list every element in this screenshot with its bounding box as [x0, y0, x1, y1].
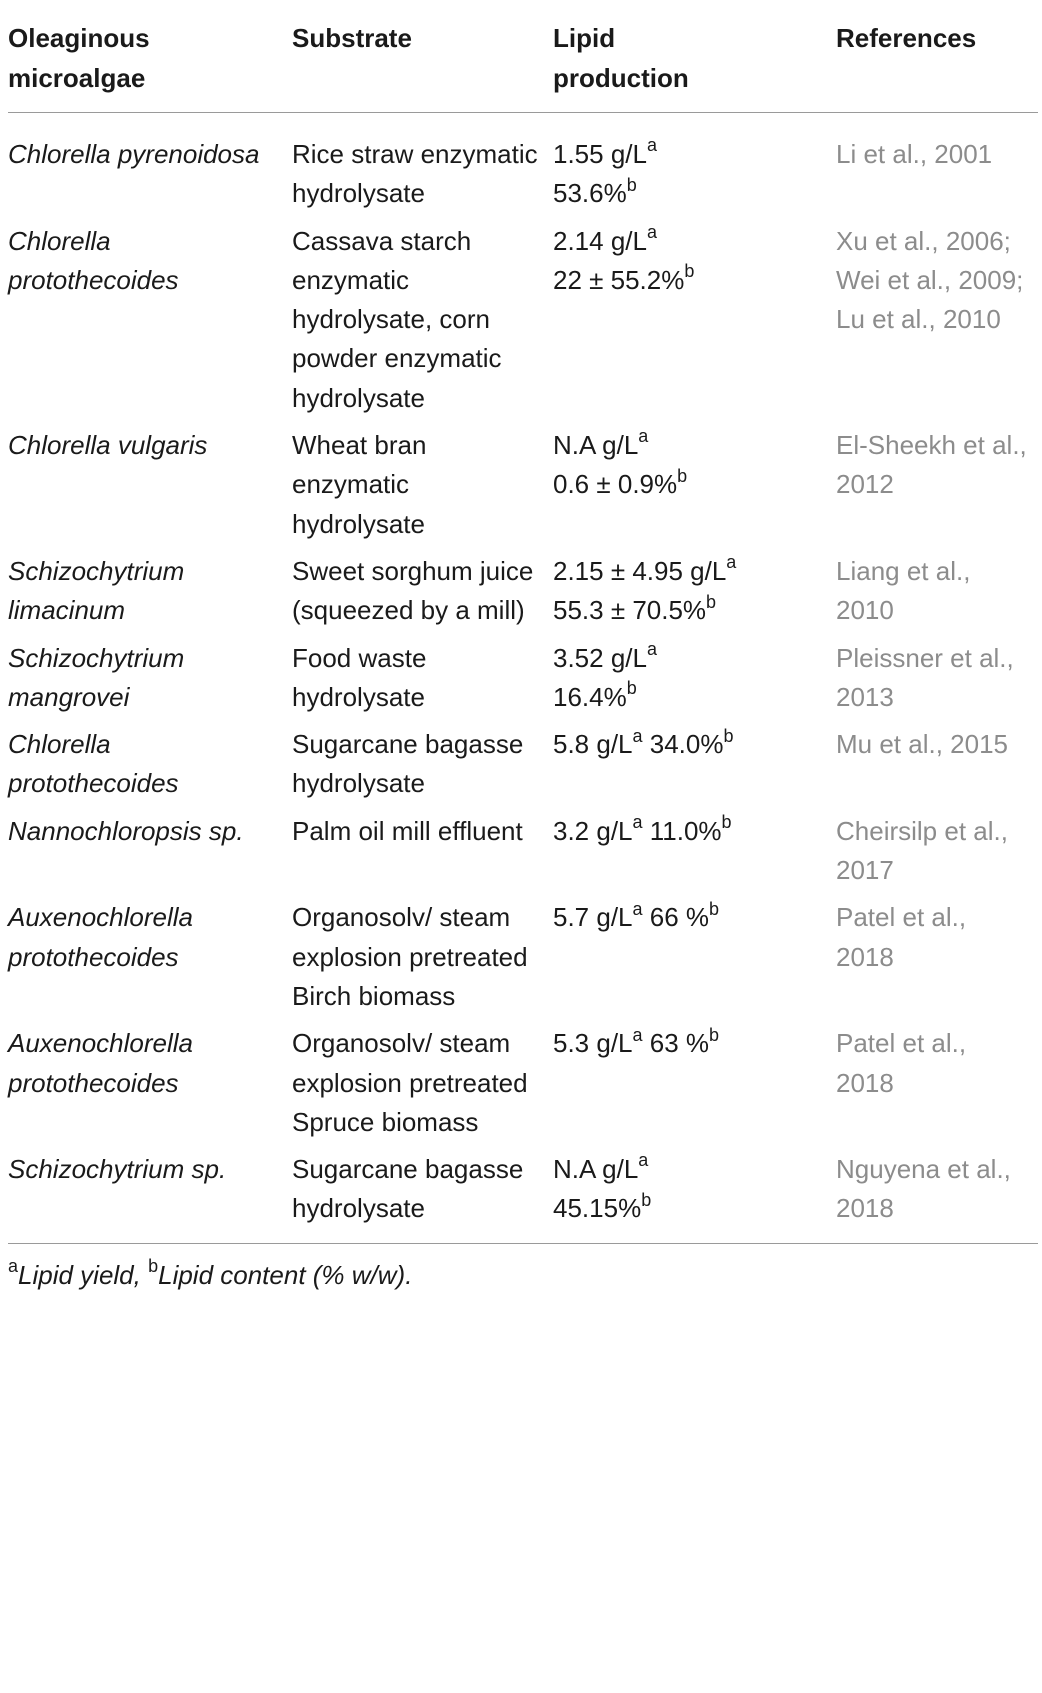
- lipid-value: 55.3 ± 70.5%: [553, 595, 707, 626]
- lipid-value: 53.6%: [553, 178, 627, 209]
- table-body: [8, 113, 1038, 1244]
- cell-substrate: Wheat bran enzymatic hydrolysate: [292, 430, 427, 539]
- lipid-line: [553, 135, 826, 174]
- lipid-footnote-marker: b: [626, 678, 637, 699]
- table-row: [8, 1024, 1038, 1150]
- table-footnote: [8, 1258, 1042, 1292]
- cell-lipid-production: [553, 222, 836, 426]
- lipid-value: N.A g/L: [553, 430, 639, 461]
- cell-organism: Chlorella vulgaris: [8, 430, 208, 461]
- cell-reference: Mu et al., 2015: [836, 729, 1008, 760]
- table-row: [8, 113, 1038, 222]
- lipid-line: [553, 812, 826, 851]
- lipid-production-table: [8, 18, 1038, 1244]
- lipid-footnote-marker: a: [638, 1150, 649, 1171]
- table-row: [8, 812, 1038, 899]
- lipid-footnote-marker: b: [709, 1024, 720, 1045]
- cell-reference: Patel et al., 2018: [836, 902, 967, 972]
- cell-lipid-production: [553, 426, 836, 552]
- lipid-value: 2.14 g/L: [553, 225, 647, 256]
- lipid-value: 63 %: [642, 1028, 710, 1059]
- cell-lipid-production: [553, 552, 836, 639]
- cell-substrate: Organosolv/ steam explosion pretreated Spruce biomass: [292, 1028, 528, 1137]
- header-lipid-production: Lipid production: [553, 18, 836, 113]
- lipid-line: [553, 678, 826, 717]
- cell-reference: Nguyena et al., 2018: [836, 1150, 1038, 1243]
- lipid-line: [553, 1189, 826, 1228]
- cell-substrate: Sugarcane bagasse hydrolysate: [292, 1150, 553, 1243]
- cell-organism: Nannochloropsis sp.: [8, 815, 244, 846]
- cell-organism: Auxenochlorella protothecoides: [8, 902, 194, 972]
- cell-reference: Patel et al., 2018: [836, 1028, 967, 1098]
- cell-lipid-production: [553, 812, 836, 899]
- table-row: [8, 222, 1038, 426]
- footnote-text-b: Lipid content (% w/w).: [158, 1259, 413, 1290]
- cell-reference: Cheirsilp et al., 2017: [836, 815, 1008, 886]
- lipid-value: 34.0%: [642, 729, 724, 760]
- lipid-value: 45.15%: [553, 1193, 642, 1224]
- lipid-footnote-marker: a: [726, 552, 737, 573]
- lipid-footnote-marker: b: [721, 812, 732, 833]
- lipid-footnote-marker: a: [646, 221, 657, 242]
- table-row: [8, 426, 1038, 552]
- lipid-footnote-marker: b: [677, 465, 688, 486]
- cell-lipid-production: [553, 1024, 836, 1150]
- cell-organism: Schizochytrium limacinum: [8, 555, 185, 626]
- lipid-footnote-marker: b: [684, 261, 695, 282]
- cell-organism: Schizochytrium sp.: [8, 1150, 292, 1243]
- cell-reference: Pleissner et al., 2013: [836, 642, 1014, 712]
- lipid-value: 5.3 g/L: [553, 1028, 633, 1059]
- cell-lipid-production: [553, 1150, 836, 1243]
- lipid-footnote-marker: b: [706, 591, 717, 612]
- lipid-line: [553, 1150, 826, 1189]
- header-references: References: [836, 18, 1038, 113]
- cell-organism: Schizochytrium mangrovei: [8, 642, 185, 712]
- lipid-value: 1.55 g/L: [553, 139, 647, 169]
- lipid-footnote-marker: a: [638, 426, 649, 447]
- cell-substrate: Rice straw enzymatic hydrolysate: [292, 139, 538, 209]
- cell-substrate: Food waste hydrolysate: [292, 642, 427, 712]
- lipid-footnote-marker: b: [723, 725, 734, 746]
- lipid-footnote-marker: b: [709, 898, 720, 919]
- footnote-marker-b: b: [148, 1256, 159, 1277]
- lipid-line: [553, 552, 826, 591]
- lipid-value: 0.6 ± 0.9%: [553, 469, 678, 500]
- lipid-value: 3.52 g/L: [553, 642, 647, 673]
- cell-substrate: Organosolv/ steam explosion pretreated Birch biomass: [292, 902, 528, 1011]
- lipid-line: [553, 1024, 826, 1063]
- lipid-line: [553, 426, 826, 465]
- lipid-value: 22 ± 55.2%: [553, 264, 685, 295]
- lipid-line: [553, 591, 826, 630]
- lipid-footnote-marker: b: [626, 174, 637, 195]
- cell-reference: Liang et al., 2010: [836, 555, 971, 626]
- lipid-line: [553, 222, 826, 261]
- lipid-value: 5.8 g/L: [553, 729, 633, 760]
- lipid-line: [553, 898, 826, 937]
- footnote-text-a: Lipid yield,: [18, 1259, 149, 1290]
- lipid-footnote-marker: a: [632, 1024, 643, 1045]
- cell-lipid-production: [553, 113, 836, 222]
- lipid-value: 16.4%: [553, 681, 627, 712]
- lipid-value: 2.15 ± 4.95 g/L: [553, 555, 727, 586]
- lipid-footnote-marker: a: [632, 898, 643, 919]
- cell-organism: Chlorella protothecoides: [8, 729, 179, 799]
- cell-substrate: Palm oil mill effluent: [292, 815, 523, 846]
- lipid-footnote-marker: a: [632, 725, 643, 746]
- cell-lipid-production: [553, 898, 836, 1024]
- lipid-value: N.A g/L: [553, 1154, 639, 1185]
- lipid-footnote-marker: a: [646, 638, 657, 659]
- lipid-line: [553, 639, 826, 678]
- lipid-footnote-marker: a: [632, 812, 643, 833]
- lipid-value: 5.7 g/L: [553, 902, 633, 933]
- lipid-footnote-marker: a: [646, 135, 657, 156]
- lipid-line: [553, 261, 826, 300]
- header-substrate: Substrate: [292, 18, 553, 113]
- cell-reference: El-Sheekh et al., 2012: [836, 430, 1027, 500]
- lipid-footnote-marker: b: [641, 1189, 652, 1210]
- lipid-value: 66 %: [642, 902, 710, 933]
- lipid-value: 11.0%: [642, 815, 722, 846]
- table-row: [8, 1150, 1038, 1243]
- cell-substrate: Cassava starch enzymatic hydrolysate, corn powder enzymatic hydrolysate: [292, 225, 502, 413]
- table-row: [8, 898, 1038, 1024]
- lipid-value: 3.2 g/L: [553, 815, 633, 846]
- cell-lipid-production: [553, 725, 836, 812]
- cell-substrate: Sweet sorghum juice (squeezed by a mill): [292, 555, 534, 626]
- cell-reference: Xu et al., 2006; Wei et al., 2009; Lu et al., 2010: [836, 225, 1024, 335]
- lipid-line: [553, 174, 826, 213]
- lipid-line: [553, 725, 826, 764]
- cell-substrate: Sugarcane bagasse hydrolysate: [292, 729, 524, 799]
- header-organism: Oleaginous microalgae: [8, 18, 292, 113]
- cell-organism: Chlorella pyrenoidosa: [8, 139, 260, 169]
- table-row: [8, 639, 1038, 726]
- cell-reference: Li et al., 2001: [836, 139, 993, 169]
- footnote-marker-a: a: [8, 1256, 19, 1277]
- cell-organism: Chlorella protothecoides: [8, 225, 179, 295]
- lipid-line: [553, 465, 826, 504]
- cell-lipid-production: [553, 639, 836, 726]
- header-row: [8, 18, 1038, 113]
- cell-organism: Auxenochlorella protothecoides: [8, 1028, 194, 1098]
- table-row: [8, 725, 1038, 812]
- table-row: [8, 552, 1038, 639]
